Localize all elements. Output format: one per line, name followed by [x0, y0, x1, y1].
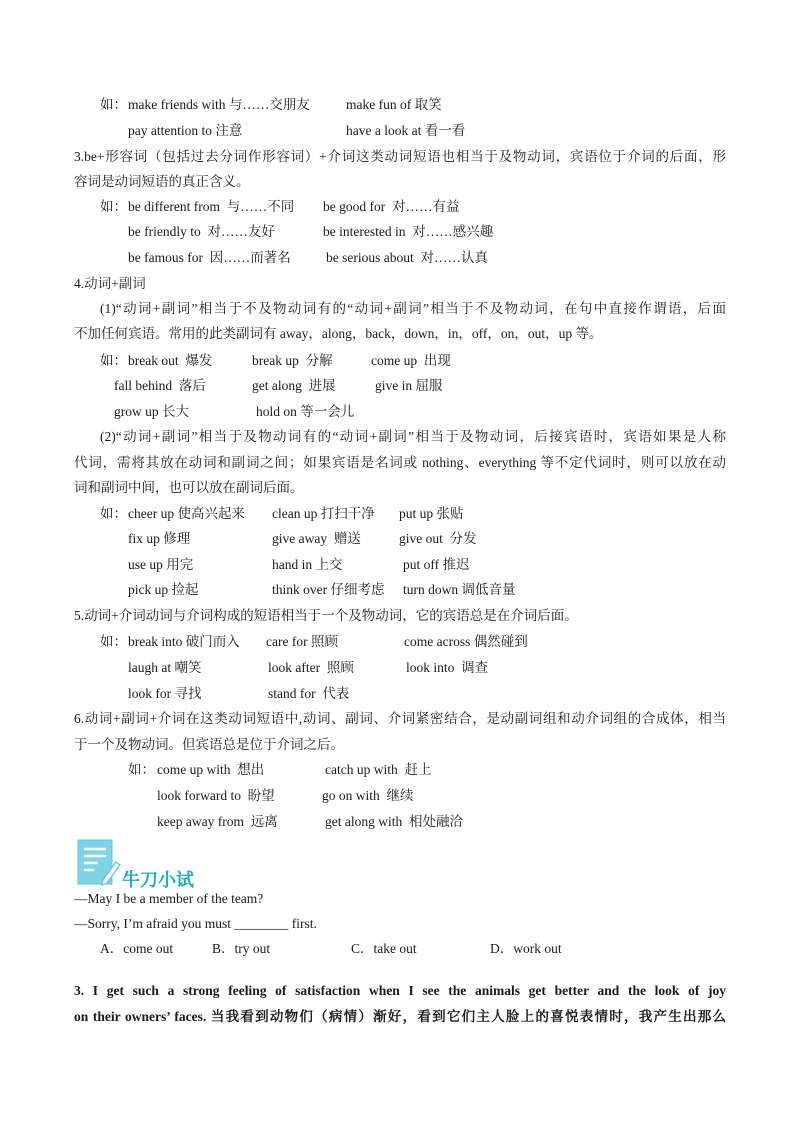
phrase-item: use up 用完 — [128, 557, 194, 572]
phrase-item: be interested in 对……感兴趣 — [323, 224, 494, 239]
phrase-item: get along 进展 — [252, 378, 336, 393]
phrase-item: grow up 长大 — [114, 404, 189, 419]
example-prefix: 如： — [128, 762, 155, 777]
quiz-option-a[interactable]: A．come out — [100, 941, 174, 956]
section-4-p2-cont2: 词和副词中间，也可以放在副词后面。 — [74, 480, 304, 495]
phrase-item: be different from 与……不同 — [128, 199, 295, 214]
phrase-item: pick up 捡起 — [128, 582, 199, 597]
phrase-item: make fun of 取笑 — [346, 97, 442, 112]
phrase-item: care for 照顾 — [266, 634, 338, 649]
section-6-title-cont: 于一个及物动词。但宾语总是位于介词之后。 — [74, 737, 344, 752]
phrase-item: laugh at 嘲笑 — [128, 660, 202, 675]
section-3-intro-cont: 容词是动词短语的真正含义。 — [74, 174, 250, 189]
example-prefix: 如： — [100, 506, 127, 521]
phrase-item: clean up 打扫干净 — [272, 506, 375, 521]
phrase-item: look into 调查 — [406, 660, 489, 675]
phrase-item: break into 破门而入 — [128, 634, 240, 649]
phrase-item: hand in 上交 — [272, 557, 343, 572]
phrase-item: give out 分发 — [399, 531, 477, 546]
phrase-item: give away 赠送 — [272, 531, 361, 546]
section-5-title: 5.动词+介词动词与介词构成的短语相当于一个及物动词，它的宾语总是在介词后面。 — [74, 608, 578, 623]
phrase-item: fall behind 落后 — [114, 378, 206, 393]
example-prefix: 如： — [100, 199, 127, 214]
section-4-p2-cont: 代词，需将其放在动词和副词之间；如果宾语是名词或 nothing、everything 等不定代词时，则可以放在动 — [74, 455, 726, 470]
phrase-item: have a look at 看一看 — [346, 123, 466, 138]
section-4-p2: (2)“动词+副词”相当于及物动词有的“动词+副词”相当于及物动词，后接宾语时，宾语如果是人称 — [100, 429, 726, 444]
quiz-option-b[interactable]: B．try out — [212, 941, 271, 956]
phrase-item: pay attention to 注意 — [128, 123, 243, 138]
quiz-question-line: —May I be a member of the team? — [74, 891, 264, 906]
phrase-item: be famous for 因……而著名 — [128, 250, 291, 265]
phrase-item: stand for 代表 — [268, 686, 350, 701]
phrase-item: break out 爆发 — [128, 353, 213, 368]
phrase-item: be good for 对……有益 — [323, 199, 460, 214]
quiz-title: 牛刀小试 — [122, 870, 194, 891]
section-6-title: 6.动词+副词+介词在这类动词短语中,动词、副词、介词紧密结合，是动副词组和动介词组的合成体，相当 — [74, 711, 726, 726]
section-4-p1-cont: 不加任何宾语。常用的此类副词有 away，along，back，down，in，off，on，out，up 等。 — [74, 326, 603, 341]
phrase-item: come up with 想出 — [157, 762, 265, 777]
phrase-item: turn down 调低音量 — [403, 582, 516, 597]
section-4-title: 4.动词+副词 — [74, 276, 146, 291]
phrase-item: put up 张贴 — [399, 506, 464, 521]
section-3-intro: 3.be+形容词（包括过去分词作形容词）+介词这类动词短语也相当于及物动词，宾语位于介词的后面，形 — [74, 149, 726, 164]
phrase-item: look for 寻找 — [128, 686, 202, 701]
phrase-item: cheer up 使高兴起来 — [128, 506, 245, 521]
example-prefix: 如： — [100, 353, 127, 368]
phrase-item: hold on 等一会儿 — [256, 404, 355, 419]
phrase-item: look forward to 盼望 — [157, 788, 275, 803]
phrase-item: be serious about 对……认真 — [326, 250, 488, 265]
quiz-option-c[interactable]: C．take out — [351, 941, 417, 956]
section-4-p1: (1)“动词+副词”相当于不及物动词有的“动词+副词”相当于不及物动词，在句中直接作谓语，后面 — [100, 301, 726, 316]
phrase-item: fix up 修理 — [128, 531, 191, 546]
phrase-item: catch up with 赶上 — [325, 762, 432, 777]
quiz-option-d[interactable]: D．work out — [490, 941, 562, 956]
sentence-3-line: on their owners’ faces. 当我看到动物们（病情）渐好，看到它们主人脸上的喜悦表情时，我产生出那么 — [74, 1009, 726, 1024]
phrase-item: think over 仔细考虑 — [272, 582, 385, 597]
phrase-item: go on with 继续 — [322, 788, 414, 803]
phrase-item: come across 偶然碰到 — [404, 634, 528, 649]
phrase-item: make friends with 与……交朋友 — [128, 97, 310, 112]
example-prefix: 如： — [100, 97, 127, 112]
phrase-item: put off 推迟 — [403, 557, 470, 572]
phrase-item: come up 出现 — [371, 353, 451, 368]
phrase-item: break up 分解 — [252, 353, 333, 368]
phrase-item: give in 屈服 — [375, 378, 443, 393]
quiz-question-line: —Sorry, I’m afraid you must ________ first. — [74, 916, 317, 931]
phrase-item: keep away from 远离 — [157, 814, 278, 829]
example-prefix: 如： — [100, 634, 127, 649]
phrase-item: look after 照顾 — [268, 660, 354, 675]
note-pencil-icon — [76, 838, 122, 890]
phrase-item: get along with 相处融洽 — [325, 814, 463, 829]
phrase-item: be friendly to 对……友好 — [128, 224, 275, 239]
sentence-3-line: 3. I get such a strong feeling of satisfaction when I see the animals get better and the look of joy — [74, 983, 726, 998]
